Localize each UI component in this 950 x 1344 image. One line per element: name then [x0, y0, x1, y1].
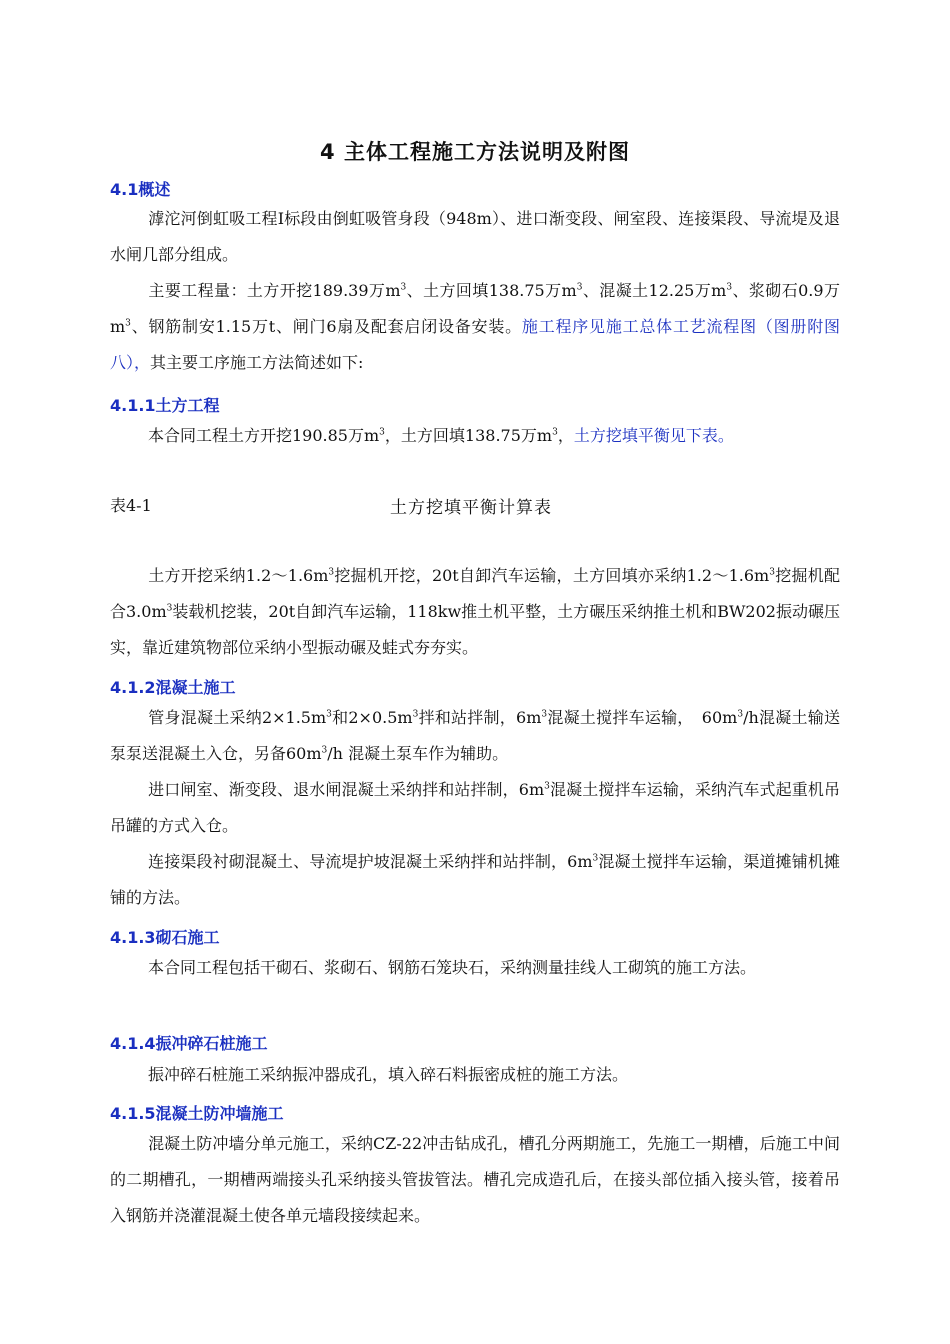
paragraph-concrete-1: 管身混凝土采纳$2\times 1.5m^3$和$2\times 0.5m^3$拌和站拌制，$6m^3$混凝土搅拌车运输， $60m^3/h$混凝土输送泵泵送混凝土入仓，另备$60m^3/h$ 混凝土泵车作为辅助。	[110, 708, 840, 763]
paragraph-earth-equipment: 土方开挖采纳$1.2\sim 1.6m^3$挖掘机开挖，20t自卸汽车运输，土方回填亦采纳$1.2\sim 1.6m^3$挖掘机配合$3.0m^3$装载机挖装，20t自卸汽车运输，118kw推土机平整，土方碾压采纳推土机和BW202振动碾压实，靠近建筑物部位采纳小型振动碾及蛙式夯夯实。	[110, 566, 840, 657]
paragraph-earthwork: 本合同工程土方开挖190.85万$m^3$，土方回填138.75万$m^3$，土方挖填平衡见下表。	[148, 426, 734, 445]
paragraph-overview: 滹沱河倒虹吸工程Ⅰ标段由倒虹吸管身段（948m）、进口渐变段、闸室段、连接渠段、导流堤及退水闸几部分组成。	[110, 209, 840, 264]
paragraph-quantities: 主要工程量：土方开挖189.39万$m^3$、土方回填138.75万$m^3$、混凝土12.25万$m^3$、浆砌石0.9万$m^3$、钢筋制安1.15万t、闸门6扇及配套启闭设备安装。施工程序见施工总体工艺流程图（图册附图八），其主要工序施工方法简述如下:	[110, 281, 840, 372]
section-heading-4-1-1: 4.1.1土方工程	[110, 396, 220, 415]
paragraph-concrete-2: 进口闸室、渐变段、退水闸混凝土采纳拌和站拌制，$6m^3$混凝土搅拌车运输，采纳汽车式起重机吊吊罐的方式入仓。	[110, 780, 840, 835]
section-heading-4-1-2: 4.1.2混凝土施工	[110, 678, 236, 697]
table-label: 表4-1	[110, 496, 152, 515]
section-heading-4-1: 4.1概述	[110, 180, 171, 199]
section-heading-4-1-5: 4.1.5混凝土防冲墙施工	[110, 1104, 284, 1123]
page-title: 4 主体工程施工方法说明及附图	[320, 140, 630, 164]
section-heading-4-1-3: 4.1.3砌石施工	[110, 928, 220, 947]
paragraph-masonry: 本合同工程包括干砌石、浆砌石、钢筋石笼块石，采纳测量挂线人工砌筑的施工方法。	[148, 958, 757, 977]
paragraph-concrete-3: 连接渠段衬砌混凝土、导流堤护坡混凝土采纳拌和站拌制，$6m^3$混凝土搅拌车运输，渠道摊铺机摊铺的方法。	[110, 852, 840, 907]
balance-table-reference: 土方挖填平衡见下表。	[573, 426, 734, 445]
section-heading-4-1-4: 4.1.4振冲碎石桩施工	[110, 1034, 268, 1053]
paragraph-cutoff-wall: 混凝土防冲墙分单元施工，采纳CZ-22冲击钻成孔，槽孔分两期施工，先施工一期槽，后施工中间的二期槽孔，一期槽两端接头孔采纳接头管拔管法。槽孔完成造孔后，在接头部位插入接头管，接着吊入钢筋并浇灌混凝土使各单元墙段接续起来。	[110, 1134, 840, 1225]
paragraph-vibro-pile: 振冲碎石桩施工采纳振冲器成孔，填入碎石料振密成桩的施工方法。	[148, 1065, 629, 1084]
flowchart-reference: 施工程序见施工总体工艺流程图（图册附图八），	[110, 317, 840, 372]
table-caption: 土方挖填平衡计算表	[390, 498, 552, 518]
